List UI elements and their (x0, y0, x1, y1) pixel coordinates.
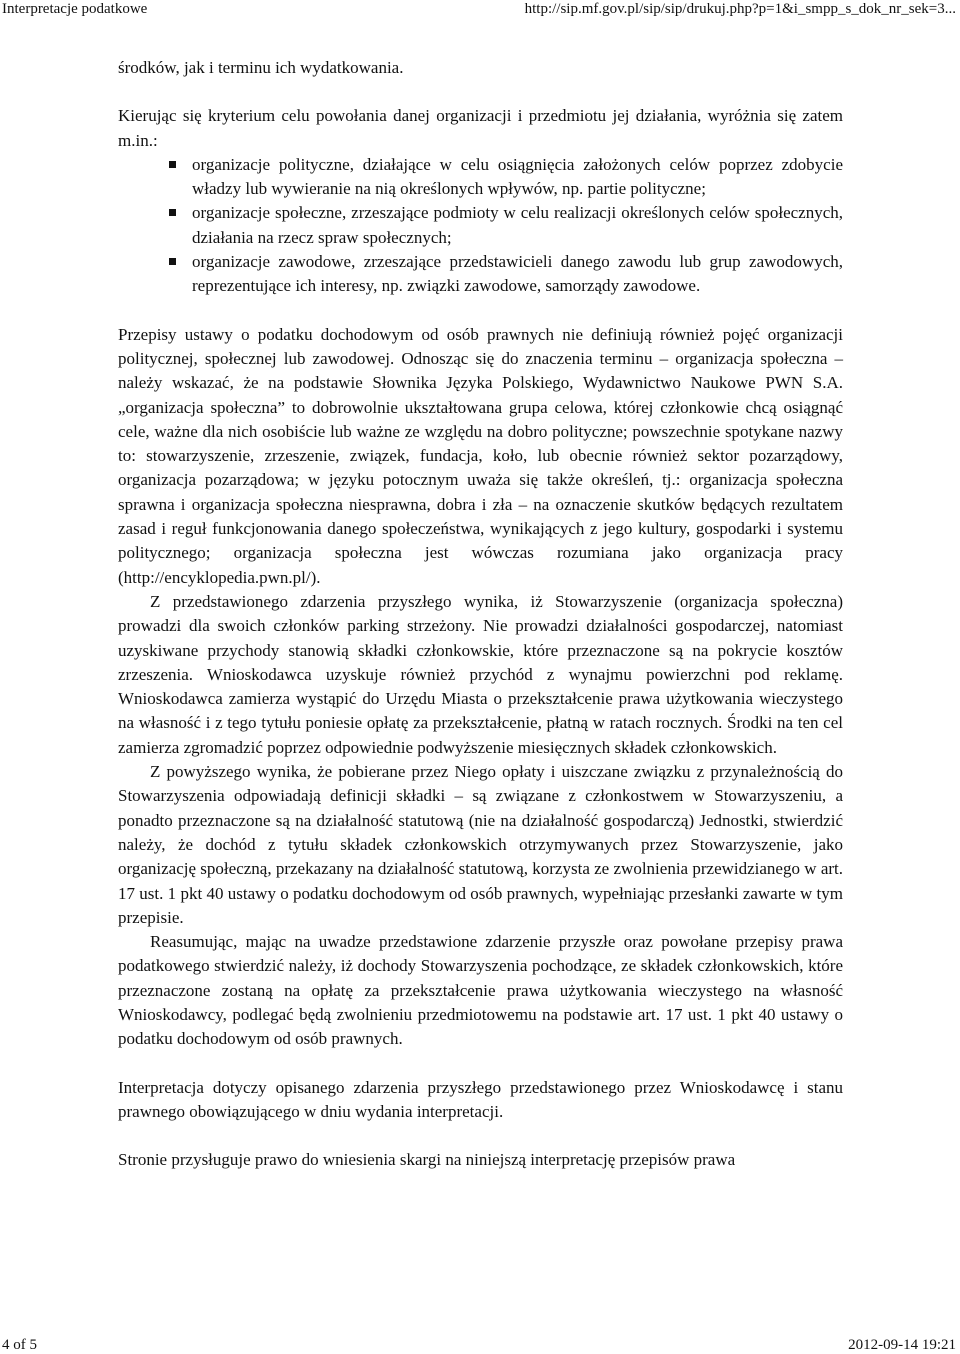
page-number: 4 of 5 (2, 1337, 37, 1353)
list-item (192, 153, 843, 202)
header-url: http://sip.mf.gov.pl/sip/sip/drukuj.php?p=1&i_smpp_s_dok_nr_sek=3... (524, 1, 956, 17)
organization-types-list (118, 153, 843, 299)
bullet-square-icon (169, 161, 176, 168)
document-body (118, 56, 843, 1172)
header-title: Interpretacje podatkowe (2, 1, 148, 17)
paragraph-criteria-intro: Kierując się kryterium celu powołania danej organizacji i przedmiotu jej działania, wyróżnia się zatem m.in.: (118, 106, 843, 150)
paragraph-definitions: Przepisy ustawy o podatku dochodowym od osób prawnych nie definiują również pojęć organizacji politycznej, społecznej lub zawodowej. Odnosząc się do znaczenia terminu – organizacja społeczna – należy wskazać, że na podstawie Słownika Języka Polskiego, Wydawnictwo Naukowe PWN S.A. „organizacja społeczna” to dobrowolnie ukształtowana grupa celowa, której członkowie chcą osiągnąć cele, ważne dla nich osobiście lub ważne ze względu na dobro polityczne; powszechnie spotykane nazwy to: stowarzyszenie, zrzeszenie, związek, fundacja, koło, lub obecnie również sektor pozarządowy, organizacja pozarządowa; w języku potocznym uważa się także określeń, tj.: organizacja społeczna sprawna i organizacja społeczna niesprawna, dobra i zła – na oznaczenie skutków będących rezultatem zasad i reguł funkcjonowania danego społeczeństwa, wynikających z jego kultury, gospodarki i systemu politycznego; organizacja społeczna jest wówczas rozumiana jako organizacja pracy (http://encyklopedia.pwn.pl/). (118, 324, 843, 587)
list-item-text: organizacje zawodowe, zrzeszające przedstawicieli danego zawodu lub grup zawodowych, reprezentujące ich interesy, np. związki zawodowe, samorządy zawodowe. (192, 252, 843, 296)
paragraph-analysis: Z powyższego wynika, że pobierane przez Niego opłaty i uiszczane związku z przynależnością do Stowarzyszenia odpowiadają definicji składki – są związane z członkostwem w Stowarzyszeniu, a ponadto przeznaczone są na działalność statutową (nie na działalność gospodarczą) Jednostki, stwierdzić należy, że dochód z tytułu składek członkowskich otrzymywanych przez Stowarzyszenie, jako organizację społeczną, przekazany na działalność statutową, korzysta ze zwolnienia przewidzianego w art. 17 ust. 1 pkt 40 ustawy o podatku dochodowym od osób prawnych, wypełniając przesłanki zawarte w tym przepisie. (118, 762, 843, 927)
print-header (0, 0, 960, 22)
paragraph-continuation: środków, jak i terminu ich wydatkowania. (118, 58, 404, 77)
list-item (192, 250, 843, 299)
bullet-square-icon (169, 258, 176, 265)
paragraph-scope: Interpretacja dotyczy opisanego zdarzenia przyszłego przedstawionego przez Wnioskodawcę i stanu prawnego obowiązującego w dniu wydania interpretacji. (118, 1077, 843, 1121)
print-datetime: 2012-09-14 19:21 (848, 1337, 956, 1353)
list-item-text: organizacje społeczne, zrzeszające podmioty w celu realizacji określonych celów społecznych, działania na rzecz spraw społecznych; (192, 203, 843, 247)
paragraph-appeal: Stronie przysługuje prawo do wniesienia skargi na niniejszą interpretację przepisów prawa (118, 1150, 736, 1170)
paragraph-facts: Z przedstawionego zdarzenia przyszłego wynika, iż Stowarzyszenie (organizacja społeczna) prowadzi dla swoich członków parking strzeżony. Nie prowadzi działalności gospodarczej, natomiast uzyskiwane przychody stanowią składki członkowskie, które przeznaczone są na pokrycie kosztów zrzeszenia. Wnioskodawca uzyskuje również przychód z wynajmu powierzchni pod reklamę. Wnioskodawca zamierza wystąpić do Urzędu Miasta o przekształcenie prawa użytkowania wieczystego na własność i z tego tytułu poniesie opłatę za przekształcenie, płatną w ratach rocznych. Środki na ten cel zamierza zgromadzić poprzez odpowiednie podwyższenie miesięcznych składek członkowskich. (118, 591, 843, 757)
bullet-square-icon (169, 209, 176, 216)
paragraph-summary: Reasumując, mając na uwadze przedstawione zdarzenie przyszłe oraz powołane przepisy prawa podatkowego stwierdzić należy, iż dochody Stowarzyszenia pochodzące, ze składek członkowskich, które przeznaczone zostaną na opłatę za przekształcenie prawa użytkowania wieczystego na własność Wnioskodawcy, podlegać będą zwolnieniu przedmiotowemu na podstawie art. 17 ust. 1 pkt 40 ustawy o podatku dochodowym od osób prawnych. (118, 932, 843, 1049)
list-item-text: organizacje polityczne, działające w celu osiągnięcia założonych celów poprzez zdobycie władzy lub wywieranie na nią określonych wpływów, np. partie polityczne; (192, 154, 843, 199)
list-item (192, 201, 843, 250)
